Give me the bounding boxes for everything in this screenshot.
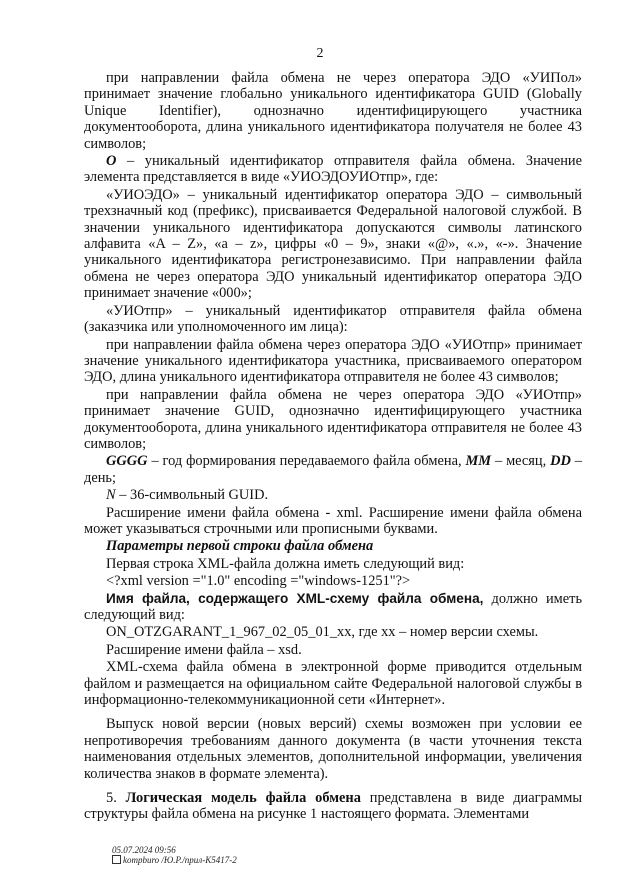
paragraph	[84, 153, 582, 186]
paragraph-text: – месяц,	[491, 453, 551, 470]
section-heading: Параметры первой строки файла обмена	[106, 538, 374, 555]
paragraph: XML-схема файла обмена в электронной форме приводится отдельным файлом и размещается на официальном сайте Федеральной налоговой службы в информационно-телекоммуникационной сети «Интернет».	[84, 659, 582, 709]
term-dd: DD	[550, 453, 571, 470]
paragraph-text: – уникальный идентификатор отправителя файла обмена. Значение элемента представляется в виде «УИОЭДОУИОтпр», где:	[84, 153, 582, 186]
paragraph: при направлении файла обмена через оператора ЭДО «УИОтпр» принимает значение уникального идентификатора участника, присваиваемого оператором ЭДО, длина уникального идентификатора отправителя не более 43 символов;	[84, 336, 582, 386]
paragraph-text: должно иметь следующий вид:	[84, 590, 583, 623]
term-gggg: GGGG	[106, 453, 148, 470]
bold-phrase: Имя файла, содержащего XML-схему файла обмена,	[106, 590, 484, 606]
term-mm: MM	[465, 453, 492, 470]
footer-path-text: kompburo /Ю.Р./прил-К5417-2	[123, 855, 237, 865]
document-body	[84, 70, 582, 824]
paragraph: при направлении файла обмена не через оператора ЭДО «УИОтпр» принимает значение GUID, однозначно идентифицирующего участника документооборота, длина уникального идентификатора отправителя не более 43 символов;	[84, 386, 582, 452]
paragraph-text: – день;	[84, 453, 582, 486]
document-icon	[112, 855, 121, 864]
paragraph: Расширение имени файла обмена - xml. Расширение имени файла обмена может указываться строчными или прописными буквами.	[84, 504, 582, 537]
page-number: 2	[316, 46, 324, 61]
paragraph-text: – 36-символьный GUID.	[115, 487, 269, 504]
paragraph: Первая строка XML-файла должна иметь следующий вид:	[106, 555, 465, 572]
footer-stamp	[112, 845, 237, 865]
paragraph	[84, 453, 582, 486]
paragraph: ON_OTZGARANT_1_967_02_05_01_xx, где xx – номер версии схемы.	[106, 624, 539, 641]
bold-phrase: Логическая модель файла обмена	[125, 790, 361, 807]
paragraph	[84, 487, 582, 503]
paragraph: Выпуск новой версии (новых версий) схемы возможен при условии ее непротиворечия требованиям данного документа (в части уточнения текста наименования отдельных элементов, дополнительной информации, увеличения количества знаков в формате элемента).	[84, 716, 582, 782]
term-o: O	[106, 153, 117, 170]
footer-timestamp: 05.07.2024 09:56	[112, 845, 176, 855]
footer-path	[112, 855, 237, 865]
paragraph: при направлении файла обмена не через оператора ЭДО «УИПол» принимает значение глобально уникального идентификатора GUID (Globally Unique Identifier), однозначно идентифицирующего участника документооборота, длина уникального идентификатора получателя не более 43 символов;	[84, 70, 582, 152]
paragraph: <?xml version ="1.0" encoding ="windows-1251"?>	[106, 573, 411, 590]
item-number: 5.	[106, 790, 126, 807]
paragraph: «УИОЭДО» – уникальный идентификатор оператора ЭДО – символьный трехзначный код (префикс), присваивается Федеральной налоговой службой. В значении уникального идентификатора допускаются символы латинского алфавита «A – Z», «a – z», цифры «0 – 9», знаки «@», «.», «-». Значение уникального идентификатора регистронезависимо. При направлении файла обмена не через оператора ЭДО уникальный идентификатор оператора ЭДО принимает значение «000»;	[84, 186, 582, 302]
paragraph	[84, 790, 582, 823]
term-n: N	[106, 487, 116, 504]
paragraph	[84, 591, 582, 624]
paragraph: «УИОтпр» – уникальный идентификатор отправителя файла обмена (заказчика или уполномоченного им лица):	[84, 302, 582, 336]
paragraph-text: представлена в виде диаграммы структуры файла обмена на рисунке 1 настоящего формата. Элементами	[84, 790, 582, 823]
paragraph-text: – год формирования передаваемого файла обмена,	[147, 453, 466, 470]
paragraph: Расширение имени файла – xsd.	[106, 641, 302, 658]
